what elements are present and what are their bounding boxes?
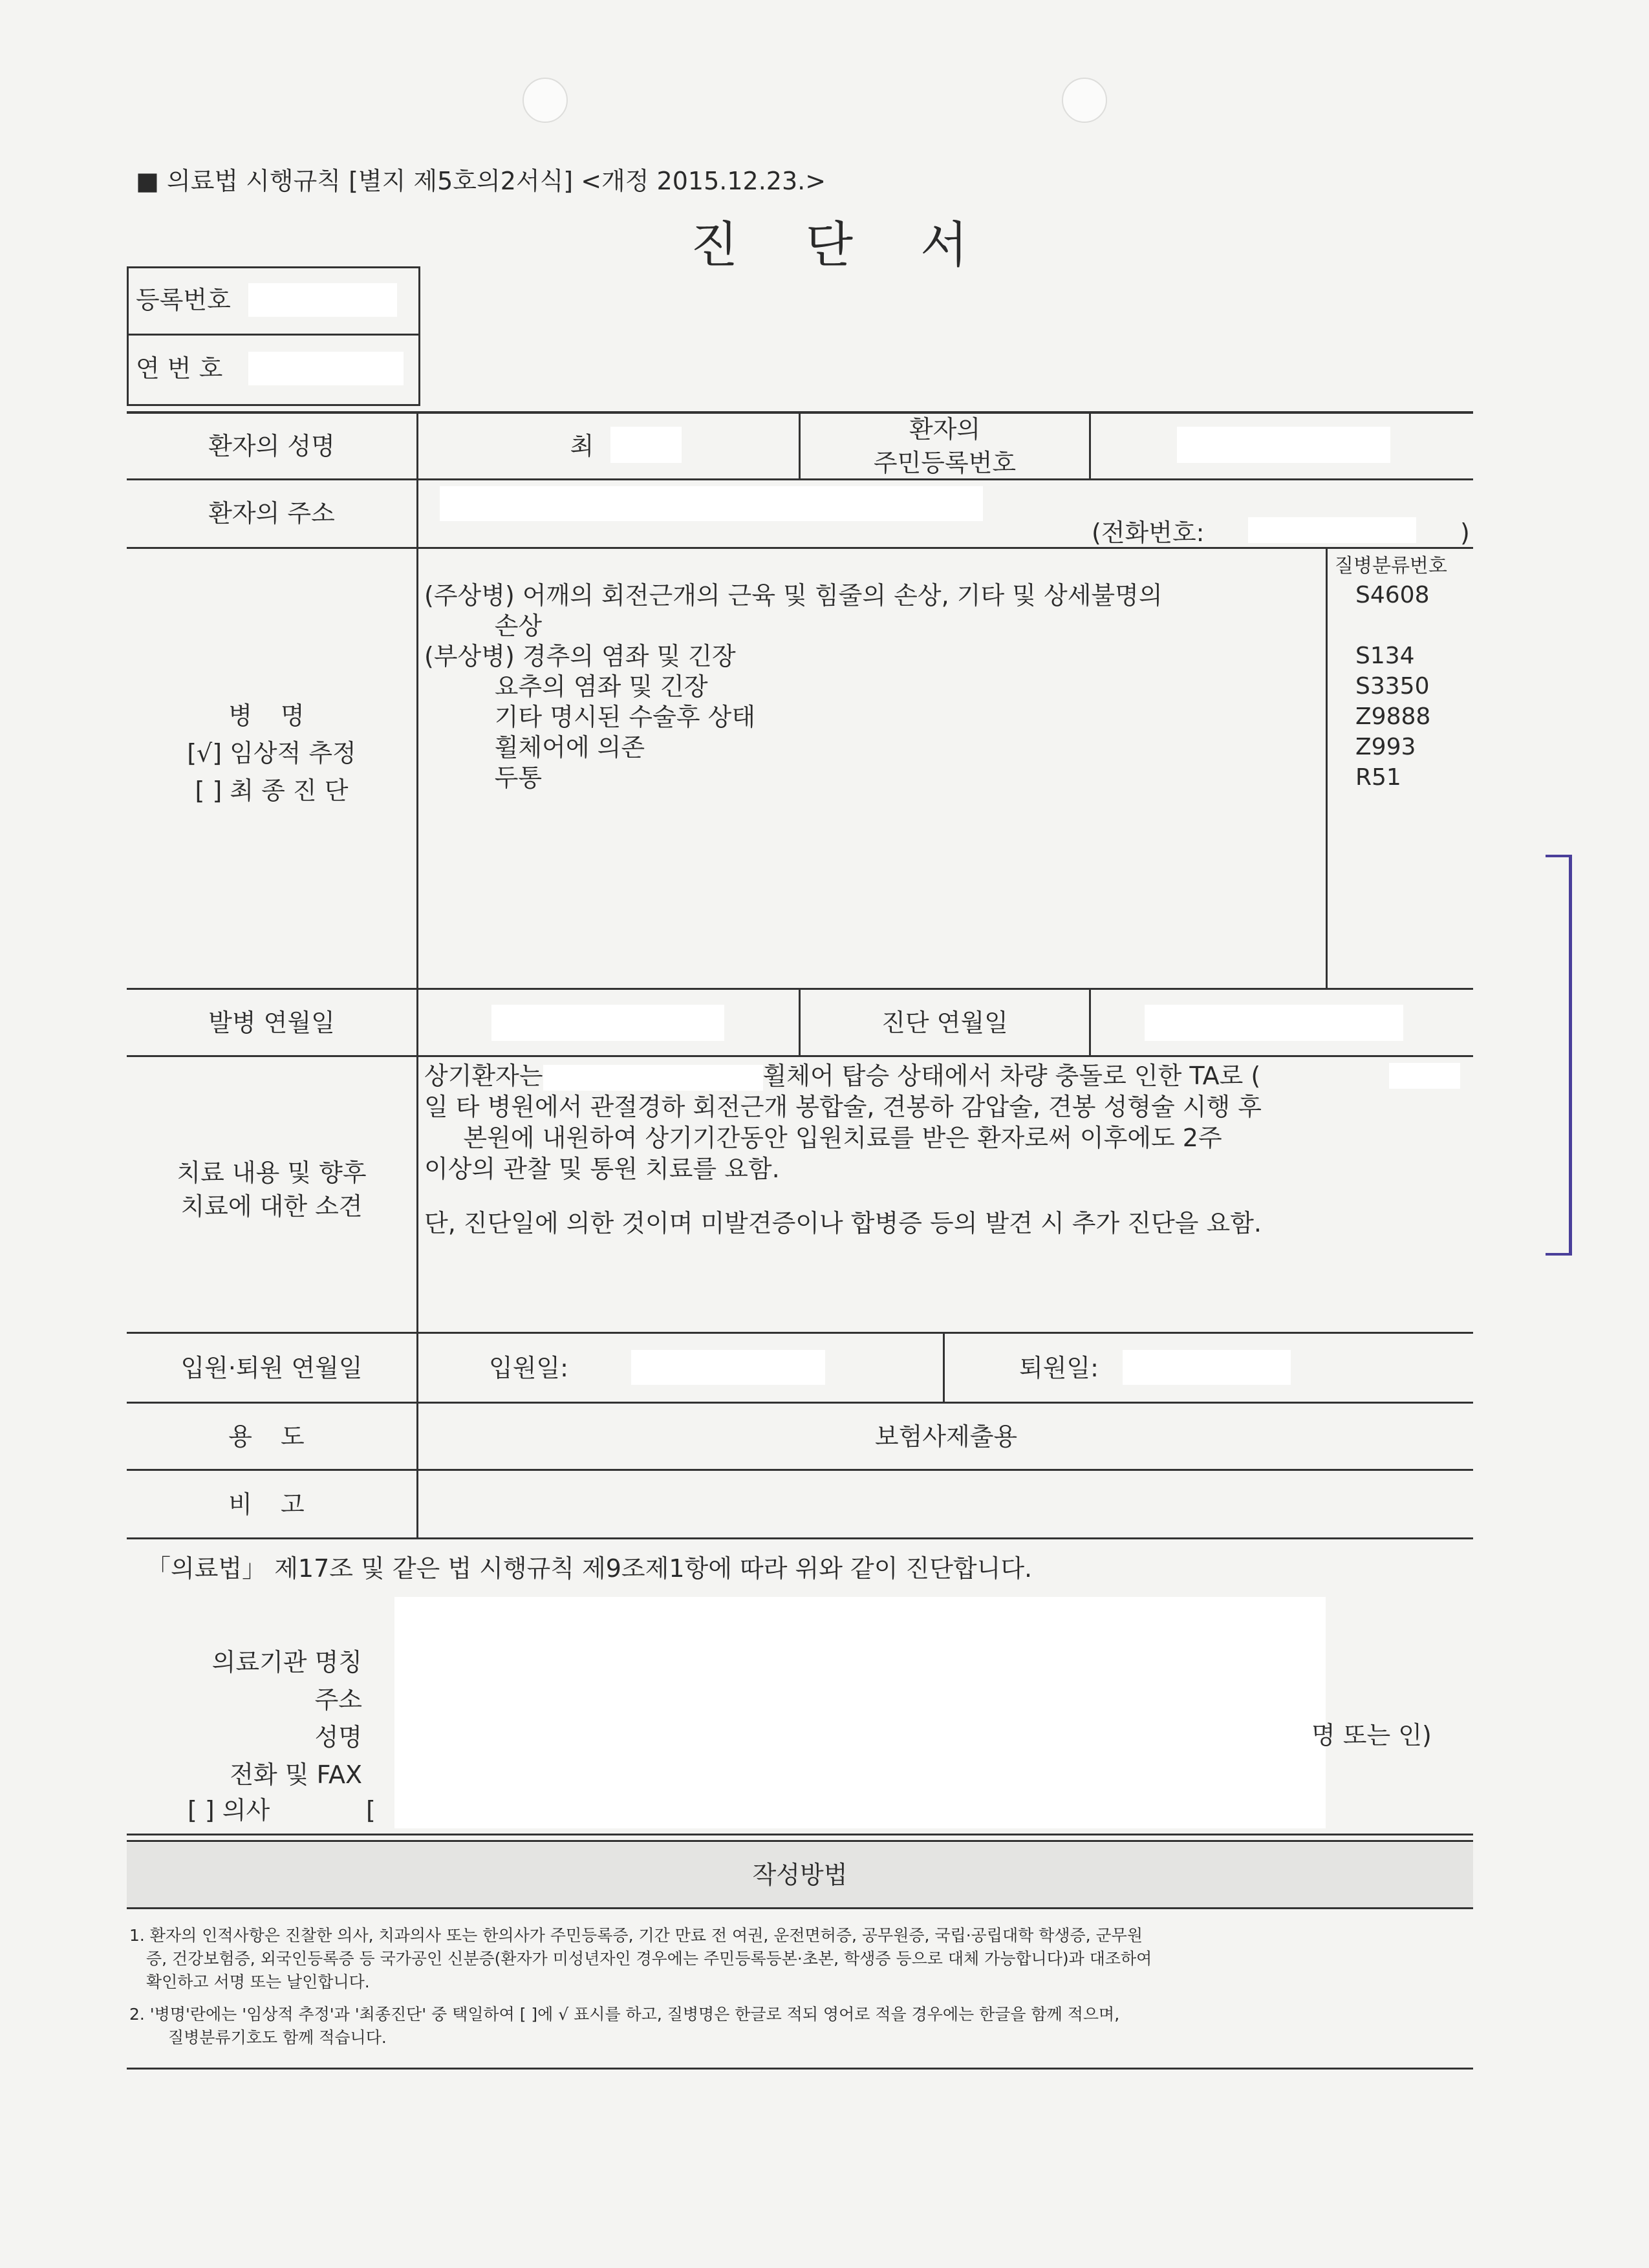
disease-code: Z9888 xyxy=(1355,703,1431,730)
diagnosis-label xyxy=(127,692,416,815)
license-bracket: [ xyxy=(366,1796,376,1824)
disease-code: R51 xyxy=(1355,764,1401,791)
patient-rrn-redacted xyxy=(1177,427,1390,463)
diagnosis-label-title: 병 명 xyxy=(228,701,315,730)
disease-code: S3350 xyxy=(1355,673,1430,700)
punch-hole-right xyxy=(1062,78,1107,123)
treatment-line1 xyxy=(424,1060,1459,1091)
treatment-line1-a: 상기환자는 xyxy=(424,1062,543,1090)
margin-bracket-mark xyxy=(1546,855,1572,1256)
treatment-label xyxy=(127,1151,416,1228)
punch-hole-left xyxy=(523,78,568,123)
patient-address-label: 환자의 주소 xyxy=(208,499,335,528)
patient-name-redacted xyxy=(610,427,682,463)
seal-text: 명 또는 인) xyxy=(1311,1721,1432,1749)
diagnosis-line: 요추의 염좌 및 긴장 xyxy=(424,672,708,701)
diagnosis-date-redacted xyxy=(1145,1005,1403,1041)
admit-date-label: 입원일: xyxy=(489,1354,568,1382)
institution-address-label: 주소 xyxy=(314,1685,362,1714)
reg-no-label: 등록번호 xyxy=(136,286,231,314)
disease-code: S4608 xyxy=(1355,582,1430,608)
instruction-2-line1: 2. '병명'란에는 '임상적 추정'과 '최종진단' 중 택일하여 [ ]에 √ 표시를 하고, 질병명은 한글로 적되 영어로 적을 경우에는 한글을 함께 적으며, xyxy=(129,2005,1120,2024)
discharge-date-label: 퇴원일: xyxy=(1019,1354,1099,1382)
diagnosis-line: 두통 xyxy=(424,764,543,792)
phone-redacted xyxy=(1248,517,1416,543)
doctor-name-label: 성명 xyxy=(314,1723,362,1751)
diagnosis-line: 기타 명시된 수술후 상태 xyxy=(424,703,756,731)
treatment-line4: 이상의 관찰 및 통원 치료를 요함. xyxy=(424,1155,780,1183)
diagnosis-line: 휠체어에 의존 xyxy=(424,733,645,762)
institution-label: 의료기관 명칭 xyxy=(211,1648,362,1676)
legal-reference: ■ 의료법 시행규칙 [별지 제5호의2서식] <개정 2015.12.23.> xyxy=(136,167,826,195)
patient-address-redacted xyxy=(440,486,983,521)
diagnosis-codes xyxy=(1355,580,1465,793)
phone-close: ) xyxy=(1460,519,1470,547)
patient-rrn-label xyxy=(801,414,1089,478)
rrn-label-line1: 환자의 xyxy=(909,415,981,444)
treatment-line1-b: 휠체어 탑승 상태에서 차량 충돌로 인한 TA로 ( xyxy=(762,1062,1261,1090)
instructions-top-border xyxy=(127,1834,1473,1835)
diagnosis-line: (부상병) 경추의 염좌 및 긴장 xyxy=(424,642,736,670)
disease-code: S134 xyxy=(1355,643,1415,669)
clinical-estimate-checkbox[interactable]: [√] 임상적 추정 xyxy=(187,739,356,767)
disease-code xyxy=(1355,610,1465,641)
admission-label: 입원·퇴원 연월일 xyxy=(180,1354,363,1382)
signature-labels xyxy=(129,1643,362,1793)
treatment-label-line1: 치료 내용 및 향후 xyxy=(177,1159,367,1187)
admit-date-redacted xyxy=(631,1350,825,1385)
treatment-label-line2: 치료에 대한 소견 xyxy=(180,1192,363,1221)
document-title: 진 단 서 xyxy=(691,216,994,273)
purpose-label: 용 도 xyxy=(228,1422,315,1451)
instruction-1-line1: 1. 환자의 인적사항은 진찰한 의사, 치과의사 또는 한의사가 주민등록증, 기간 만료 전 여권, 운전면허증, 공무원증, 국립·공립대학 학생증, 군무원 xyxy=(129,1926,1143,1945)
instruction-2-line2: 질병분류기호도 함께 적습니다. xyxy=(168,2028,387,2047)
onset-date-redacted xyxy=(491,1005,724,1041)
treatment-redacted-2 xyxy=(1389,1063,1460,1089)
diagnosis-line: (주상병) 어깨의 회전근개의 근육 및 힘줄의 손상, 기타 및 상세불명의 xyxy=(424,581,1163,610)
diagnosis-lines xyxy=(424,580,1323,793)
reg-no-redacted xyxy=(248,283,397,317)
remarks-label: 비 고 xyxy=(228,1490,315,1519)
final-diagnosis-checkbox[interactable]: [ ] 최 종 진 단 xyxy=(195,776,349,805)
instruction-item-2 xyxy=(129,2003,1472,2049)
phone-fax-label: 전화 및 FAX xyxy=(230,1760,362,1789)
diagnosis-line: 손상 xyxy=(424,612,543,640)
instruction-item-1 xyxy=(129,1924,1472,1994)
certification-statement: 「의료법」 제17조 및 같은 법 시행규칙 제9조제1항에 따라 위와 같이 진단합니다. xyxy=(146,1554,1033,1583)
instructions-bottom-border xyxy=(127,2068,1473,2070)
serial-no-label: 연 번 호 xyxy=(136,354,223,383)
disease-code-header: 질병분류번호 xyxy=(1335,555,1447,577)
purpose-value: 보험사제출용 xyxy=(874,1422,1018,1451)
phone-open: (전화번호: xyxy=(1092,519,1205,547)
treatment-text xyxy=(424,1060,1459,1239)
treatment-line5: 단, 진단일에 의한 것이며 미발견증이나 합병증 등의 발견 시 추가 진단을 요함. xyxy=(424,1209,1262,1237)
onset-date-label: 발병 연월일 xyxy=(208,1009,335,1037)
doctor-type-checkbox[interactable]: [ ] 의사 xyxy=(188,1796,270,1824)
signature-block-redacted xyxy=(394,1597,1326,1828)
serial-no-redacted xyxy=(248,352,404,385)
treatment-line3: 본원에 내원하여 상기기간동안 입원치료를 받은 환자로써 이후에도 2주 xyxy=(424,1124,1222,1152)
disease-code: Z993 xyxy=(1355,734,1416,760)
instruction-1-line2: 증, 건강보험증, 외국인등록증 등 국가공인 신분증(환자가 미성년자인 경우에는 주민등록등본·초본, 학생증 등으로 대체 가능합니다)과 대조하여 xyxy=(146,1949,1152,1968)
rrn-label-line2: 주민등록번호 xyxy=(873,449,1017,477)
discharge-date-redacted xyxy=(1123,1350,1291,1385)
diagnosis-date-label: 진단 연월일 xyxy=(881,1009,1008,1037)
patient-name-label: 환자의 성명 xyxy=(208,432,335,460)
treatment-redacted-1 xyxy=(543,1065,763,1091)
treatment-line2: 일 타 병원에서 관절경하 회전근개 봉합술, 견봉하 감압술, 견봉 성형술 시행 후 xyxy=(424,1093,1262,1121)
instruction-1-line3: 확인하고 서명 또는 날인합니다. xyxy=(146,1973,370,1991)
patient-name-value: 최 xyxy=(570,432,594,460)
instructions-heading: 작성방법 xyxy=(752,1861,848,1889)
